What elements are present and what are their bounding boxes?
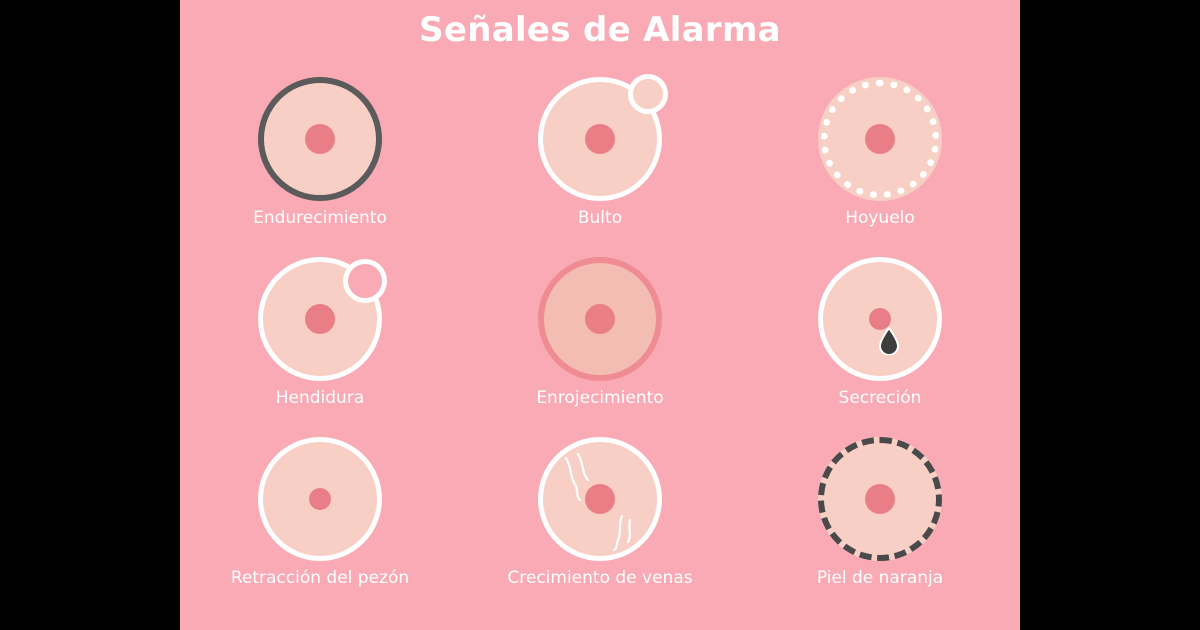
nipple-icon: [585, 124, 615, 154]
sign-label-hendidura: Hendidura: [275, 388, 365, 408]
sign-label-bulto: Bulto: [577, 208, 623, 228]
breast-shape: [818, 257, 942, 381]
dimple-ring-icon: [821, 80, 939, 198]
bulto-illustration: [530, 74, 670, 204]
sign-label-hoyuelo: Hoyuelo: [845, 208, 915, 228]
breast-shape: [538, 437, 662, 561]
lump-icon: [628, 74, 668, 114]
piel-naranja-illustration: [810, 434, 950, 564]
notch-icon: [348, 264, 382, 298]
breast-shape: [258, 77, 382, 201]
sign-label-endurecimiento: Endurecimiento: [253, 208, 387, 228]
endurecimiento-illustration: [250, 74, 390, 204]
nipple-icon: [305, 304, 335, 334]
sign-card-piel-naranja: [740, 430, 1020, 610]
sign-card-venas: [460, 430, 740, 610]
page-title: Señales de Alarma: [419, 10, 781, 50]
sign-card-enrojecimiento: [460, 250, 740, 430]
secrecion-illustration: [810, 254, 950, 384]
sign-label-venas: Crecimiento de venas: [507, 568, 693, 588]
sign-card-hendidura: [180, 250, 460, 430]
sign-label-retraccion: Retracción del pezón: [230, 568, 410, 588]
venas-illustration: [530, 434, 670, 564]
sign-card-hoyuelo: [740, 70, 1020, 250]
enrojecimiento-illustration: [530, 254, 670, 384]
breast-shape: [538, 257, 662, 381]
sign-card-endurecimiento: [180, 70, 460, 250]
sign-card-retraccion: [180, 430, 460, 610]
breast-shape: [258, 437, 382, 561]
sign-label-piel-naranja: Piel de naranja: [816, 568, 944, 588]
sign-label-secrecion: Secreción: [838, 388, 922, 408]
nipple-icon: [585, 484, 615, 514]
sign-card-bulto: [460, 70, 740, 250]
nipple-icon: [309, 488, 331, 510]
discharge-drop-icon: [878, 327, 900, 355]
orange-peel-ring-icon: [818, 437, 942, 561]
nipple-icon: [585, 304, 615, 334]
sign-card-secrecion: [740, 250, 1020, 430]
retraccion-illustration: [250, 434, 390, 564]
hendidura-illustration: [250, 254, 390, 384]
sign-label-enrojecimiento: Enrojecimiento: [536, 388, 664, 408]
signs-grid: [180, 70, 1020, 630]
hoyuelo-illustration: [810, 74, 950, 204]
infographic-panel: [180, 0, 1020, 630]
nipple-icon: [305, 124, 335, 154]
